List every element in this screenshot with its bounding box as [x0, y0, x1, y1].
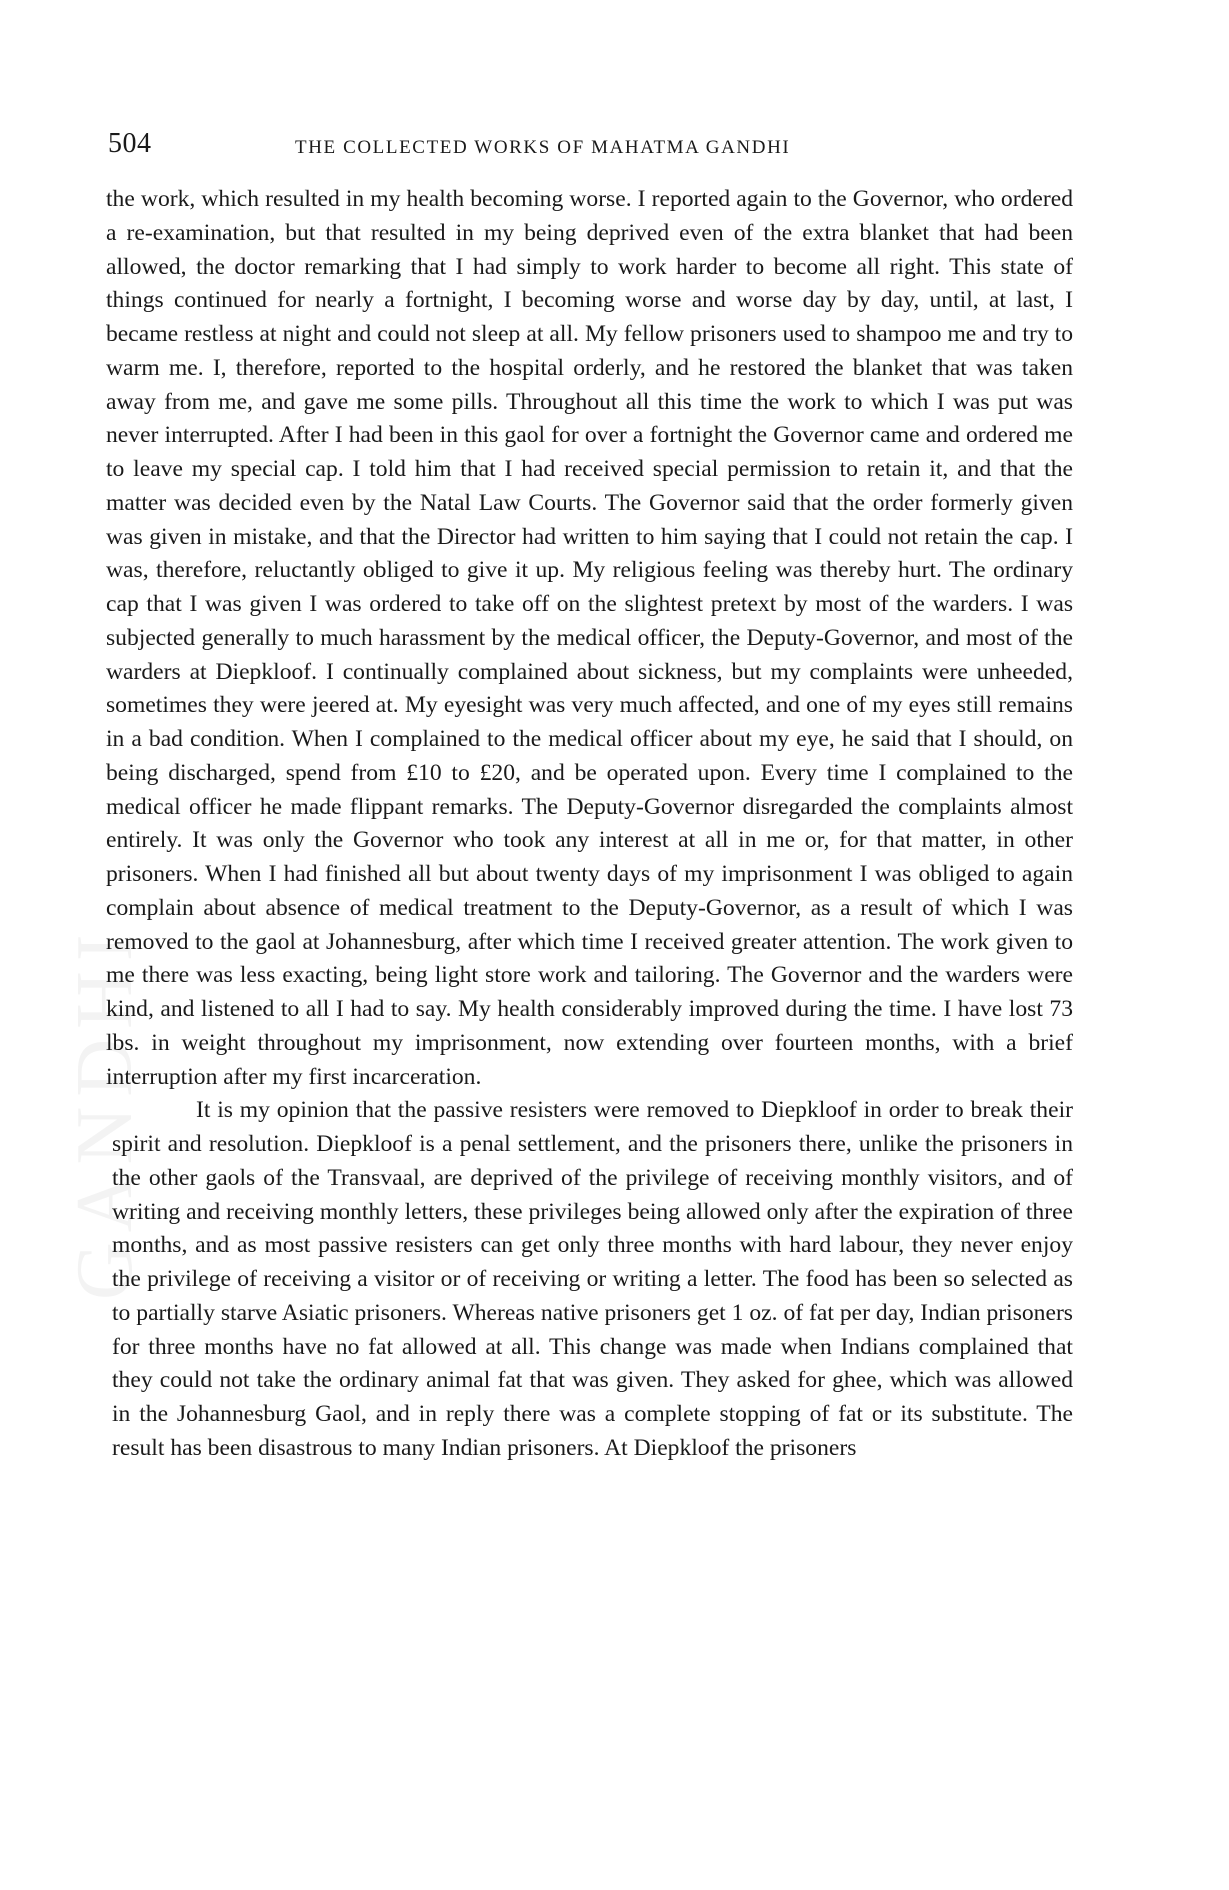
- watermark-icon: GANDHI: [61, 924, 149, 1300]
- running-title: THE COLLECTED WORKS OF MAHATMA GANDHI: [295, 137, 791, 158]
- page-number: 504: [108, 128, 152, 159]
- paragraph: the work, which resulted in my health becoming worse. I reported again to the Governor, who ordered a re-examination, but that resulted in my being deprived even of the extra blanket that had been allowed, the doctor remarking that I had simply to work harder to become all right. This state of things continued for nearly a fortnight, I becoming worse and worse day by day, until, at last, I became restless at night and could not sleep at all. My fellow prisoners used to shampoo me and try to warm me. I, therefore, reported to the hospital orderly, and he restored the blanket that was taken away from me, and gave me some pills. Throughout all this time the work to which I was put was never interrupted. After I had been in this gaol for over a fortnight the Governor came and ordered me to leave my special cap. I told him that I had received special permission to retain it, and that the matter was decided even by the Natal Law Courts. The Governor said that the order formerly given was given in mistake, and that the Director had written to him saying that I could not retain the cap. I was, therefore, reluctantly obliged to give it up. My religious feeling was thereby hurt. The ordinary cap that I was given I was ordered to take off on the slightest pretext by most of the warders. I was subjected generally to much harassment by the medical officer, the Deputy-Governor, and most of the warders at Diepkloof. I continually complained about sickness, but my complaints were unheeded, sometimes they were jeered at. My eyesight was very much affected, and one of my eyes still remains in a bad condition. When I complained to the medical officer about my eye, he said that I should, on being discharged, spend from £10 to £20, and be operated upon. Every time I complained to the medical officer he made flippant remarks. The Deputy-Governor disregarded the complaints almost entirely. It was only the Governor who took any interest at all in me or, for that matter, in other prisoners. When I had finished all but about twenty days of my imprisonment I was obliged to again complain about absence of medical treatment to the Deputy-Governor, as a result of which I was removed to the gaol at Johannesburg, after which time I received greater attention. The work given to me there was less exacting, being light store work and tailoring. The Governor and the warders were kind, and listened to all I had to say. My health considerably improved during the time. I have lost 73 lbs. in weight throughout my imprisonment, now extending over fourteen months, with a brief interruption after my first incarceration.: [106, 186, 1073, 1090]
- paragraph: It is my opinion that the passive resisters were removed to Diepkloof in order to break their spirit and resolution. Diepkloof is a penal settlement, and the prisoners there, unlike the prisoners in the other gaols of the Transvaal, are deprived of the privilege of receiving monthly visitors, and of writing and receiving monthly letters, these privileges being allowed only after the expiration of three months, and as most passive resisters can get only three months with hard labour, they never enjoy the privilege of receiving a visitor or of receiving or writing a letter. The food has been so selected as to partially starve Asiatic prisoners. Whereas native prisoners get 1 oz. of fat per day, Indian prisoners for three months have no fat allowed at all. This change was made when Indians complained that they could not take the ordinary animal fat that was given. They asked for ghee, which was allowed in the Johannesburg Gaol, and in reply there was a complete stopping of fat or its substitute. The result has been disastrous to many Indian prisoners. At Diepkloof the prisoners: [112, 1097, 1073, 1461]
- body-text: [106, 183, 1073, 1466]
- running-head: [108, 128, 1108, 168]
